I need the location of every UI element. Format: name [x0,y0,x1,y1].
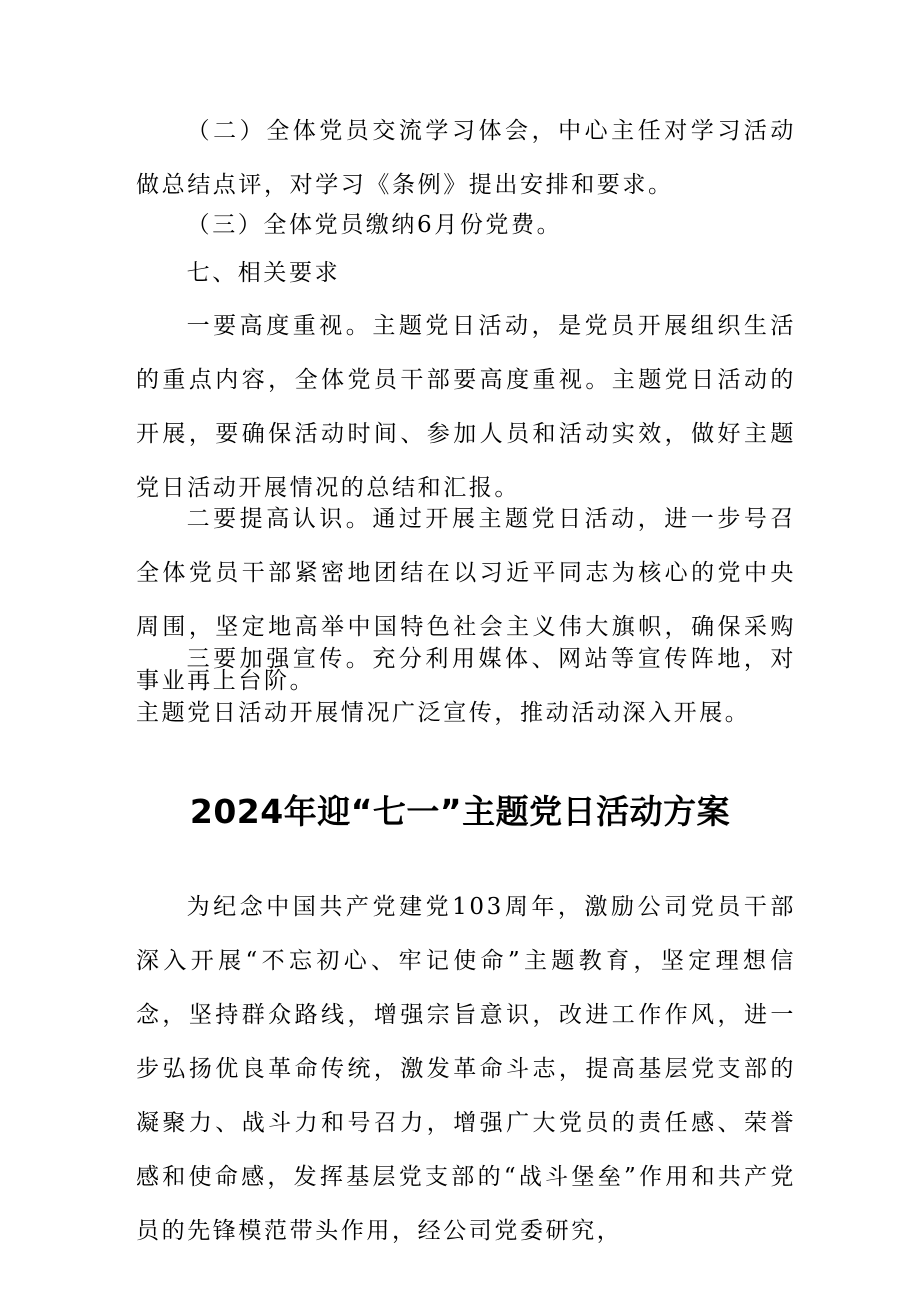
section-heading-requirements: 七、相关要求 [186,260,341,286]
paragraph-intro: 为纪念中国共产党建党103周年，激励公司党员干部深入开展“不忘初心、牢记使命”主题教育，坚定理想信念，坚持群众路线，增强宗旨意识，改进工作作风，进一步弘扬优良革命传统，激发革命斗志，提高基层党支部的凝聚力、战斗力和号召力，增强广大党员的责任感、荣誉感和使命感，发挥基层党支部的“战斗堡垒”作用和共产党员的先锋模范带头作用，经公司党委研究， [136,894,796,1244]
paragraph-requirement-3: 三要加强宣传。充分利用媒体、网站等宣传阵地，对主题党日活动开展情况广泛宣传，推动活动深入开展。 [136,646,796,726]
paragraph-item-3: （三）全体党员缴纳6月份党费。 [186,212,563,238]
document-title: 2024年迎“七一”主题党日活动方案 [189,792,731,831]
paragraph-requirement-2: 二要提高认识。通过开展主题党日活动，进一步号召全体党员干部紧密地团结在以习近平同志为核心的党中央周围，坚定地高举中国特色社会主义伟大旗帜，确保采购事业再上台阶。 [136,506,796,694]
paragraph-item-2: （二）全体党员交流学习体会，中心主任对学习活动做总结点评，对学习《条例》提出安排和要求。 [136,118,796,198]
paragraph-requirement-1: 一要高度重视。主题党日活动，是党员开展组织生活的重点内容，全体党员干部要高度重视。主题党日活动的开展，要确保活动时间、参加人员和活动实效，做好主题党日活动开展情况的总结和汇报。 [136,313,796,501]
